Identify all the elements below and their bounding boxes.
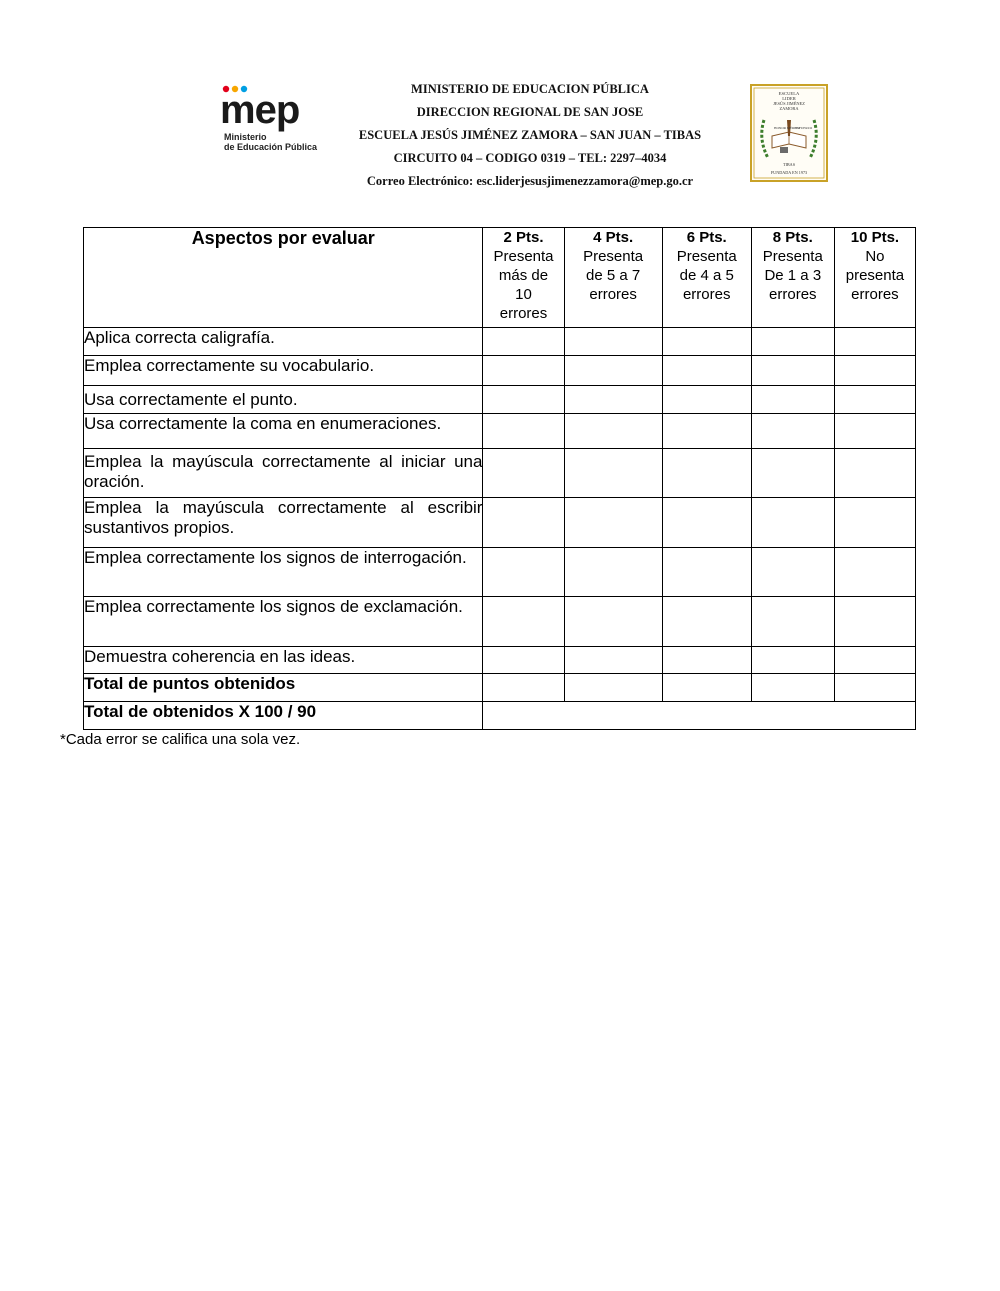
total-cell[interactable] (834, 674, 915, 702)
total-formula-cell[interactable] (483, 702, 916, 730)
criterion-exclamacion: Emplea correctamente los signos de exclamación. (84, 597, 483, 647)
score-cell[interactable] (834, 386, 915, 414)
score-desc-line: presenta (845, 267, 905, 284)
table-row (84, 414, 916, 449)
score-cell[interactable] (834, 414, 915, 449)
mep-logo-subtitle-line1: Ministerio (224, 132, 267, 142)
criterion-mayuscula-oracion: Emplea la mayúscula correctamente al iniciar una oración. (84, 449, 483, 498)
ministry-line: MINISTERIO DE EDUCACION PÚBLICA (411, 82, 649, 96)
footnote: *Cada error se califica una sola vez. (60, 731, 301, 748)
seal-left-text: HONOR MÉRITO (774, 126, 800, 130)
score-cell[interactable] (483, 647, 564, 674)
score-desc-line: de 4 a 5 (679, 267, 734, 284)
table-row (84, 328, 916, 356)
score-cell[interactable] (662, 647, 751, 674)
score-cell[interactable] (662, 449, 751, 498)
school-name-line: ESCUELA JESÚS JIMÉNEZ ZAMORA – SAN JUAN – TIBAS (358, 128, 702, 142)
score-cell[interactable] (662, 498, 751, 548)
criterion-coherencia: Demuestra coherencia en las ideas. (84, 647, 483, 674)
score-cell[interactable] (834, 498, 915, 548)
score-desc-line: 10 (515, 286, 532, 303)
score-cell[interactable] (564, 548, 662, 597)
total-formula-row (84, 702, 916, 730)
school-seal (750, 84, 828, 182)
score-cell[interactable] (834, 597, 915, 647)
score-cell[interactable] (751, 449, 834, 498)
total-formula-label: Total de obtenidos X 100 / 90 (84, 702, 483, 730)
criterion-vocabulario: Emplea correctamente su vocabulario. (84, 356, 483, 386)
score-cell[interactable] (662, 414, 751, 449)
criterion-caligrafia: Aplica correcta caligrafía. (84, 328, 483, 356)
table-row (84, 449, 916, 498)
score-column-2pts (483, 228, 564, 328)
score-column-4pts (564, 228, 662, 328)
score-cell[interactable] (483, 328, 564, 356)
seal-text-2: LIDER (782, 96, 796, 101)
score-cell[interactable] (564, 597, 662, 647)
mep-logo-subtitle (224, 132, 317, 152)
score-cell[interactable] (751, 498, 834, 548)
table-header-row (84, 228, 916, 328)
table-row (84, 386, 916, 414)
score-cell[interactable] (483, 597, 564, 647)
score-cell[interactable] (662, 328, 751, 356)
score-desc-line: De 1 a 3 (764, 267, 822, 284)
score-column-8pts (751, 228, 834, 328)
circuit-line: CIRCUITO 04 – CODIGO 0319 – TEL: 2297–4034 (393, 151, 667, 165)
score-points: 2 Pts. (503, 229, 544, 246)
criterion-mayuscula-propios: Emplea la mayúscula correctamente al escribir sustantivos propios. (84, 498, 483, 548)
score-desc-line: más de (498, 267, 549, 284)
score-points: 10 Pts. (850, 229, 900, 246)
score-cell[interactable] (834, 328, 915, 356)
table-row (84, 356, 916, 386)
score-cell[interactable] (751, 647, 834, 674)
aspects-header: Aspectos por evaluar (84, 228, 483, 328)
score-cell[interactable] (834, 548, 915, 597)
score-cell[interactable] (564, 449, 662, 498)
score-desc-line: errores (682, 286, 731, 303)
total-cell[interactable] (564, 674, 662, 702)
score-cell[interactable] (564, 647, 662, 674)
score-desc-line: Presenta (493, 248, 554, 265)
total-points-label: Total de puntos obtenidos (84, 674, 483, 702)
score-desc-line: errores (499, 305, 548, 322)
score-cell[interactable] (834, 449, 915, 498)
score-cell[interactable] (483, 356, 564, 386)
score-cell[interactable] (662, 386, 751, 414)
score-cell[interactable] (834, 647, 915, 674)
score-desc-line: Presenta (583, 248, 644, 265)
score-cell[interactable] (564, 498, 662, 548)
score-desc-line: Presenta (676, 248, 737, 265)
document-header (0, 0, 1000, 200)
seal-text-4: ZAMORA (779, 106, 799, 111)
criterion-punto: Usa correctamente el punto. (84, 386, 483, 414)
institution-info (330, 78, 730, 193)
score-cell[interactable] (662, 548, 751, 597)
score-cell[interactable] (662, 356, 751, 386)
score-cell[interactable] (483, 548, 564, 597)
total-cell[interactable] (483, 674, 564, 702)
score-cell[interactable] (751, 328, 834, 356)
total-cell[interactable] (662, 674, 751, 702)
score-points: 8 Pts. (772, 229, 813, 246)
seal-town: TIBAS (782, 162, 796, 167)
score-desc-line: errores (589, 286, 637, 303)
score-column-6pts (662, 228, 751, 328)
score-points: 6 Pts. (686, 229, 727, 246)
total-cell[interactable] (751, 674, 834, 702)
total-points-row (84, 674, 916, 702)
email-line: Correo Electrónico: esc.liderjesusjimenezzamora@mep.go.cr (366, 174, 694, 188)
table-row (84, 647, 916, 674)
score-cell[interactable] (483, 386, 564, 414)
score-desc-line: errores (851, 286, 899, 303)
mep-logo-subtitle-line2: de Educación Pública (224, 142, 318, 152)
score-desc-line: de 5 a 7 (586, 267, 641, 284)
score-cell[interactable] (564, 356, 662, 386)
score-cell[interactable] (751, 356, 834, 386)
table-row (84, 597, 916, 647)
score-points: 4 Pts. (593, 229, 634, 246)
score-cell[interactable] (564, 328, 662, 356)
score-cell[interactable] (751, 597, 834, 647)
criterion-coma: Usa correctamente la coma en enumeraciones. (84, 414, 483, 449)
mep-logo (220, 90, 330, 154)
seal-right-text: ESFUERZO (795, 126, 813, 130)
criterion-interrogacion: Emplea correctamente los signos de interrogación. (84, 548, 483, 597)
seal-text-1: ESCUELA (778, 91, 800, 96)
evaluation-rubric-table (83, 227, 916, 730)
score-cell[interactable] (483, 449, 564, 498)
score-cell[interactable] (751, 386, 834, 414)
score-column-10pts (834, 228, 915, 328)
score-cell[interactable] (662, 597, 751, 647)
regional-direction-line: DIRECCION REGIONAL DE SAN JOSE (416, 105, 644, 119)
table-row (84, 548, 916, 597)
score-cell[interactable] (834, 356, 915, 386)
seal-founded: FUNDADA EN 1973 (770, 170, 808, 175)
score-cell[interactable] (483, 498, 564, 548)
score-cell[interactable] (483, 414, 564, 449)
score-desc-line: Presenta (762, 248, 823, 265)
score-cell[interactable] (751, 414, 834, 449)
score-cell[interactable] (564, 386, 662, 414)
score-cell[interactable] (564, 414, 662, 449)
seal-text-3: JESÚS JIMÉNEZ (773, 101, 805, 106)
score-cell[interactable] (751, 548, 834, 597)
score-desc-line: No (865, 248, 885, 265)
score-desc-line: errores (769, 286, 817, 303)
mep-logo-word: mep (220, 88, 300, 132)
table-row (84, 498, 916, 548)
